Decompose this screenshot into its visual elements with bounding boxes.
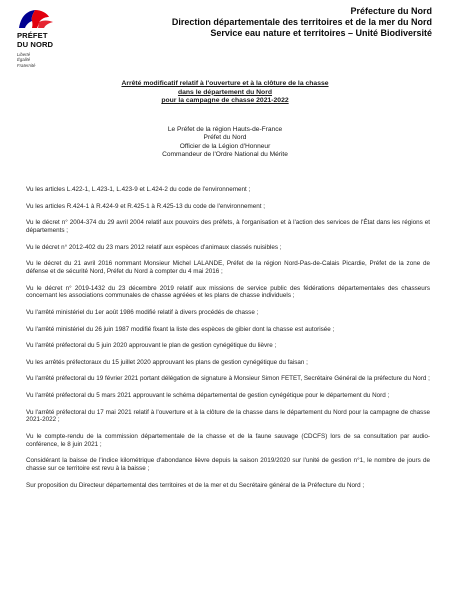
considerant-item: Vu les articles L.422-1, L.423-1, L.423-9 et L.424-2 du code de l'environnement ; — [26, 186, 251, 193]
considerant-item: Vu l'arrêté ministériel du 1er août 1986 modifié relatif à divers procédés de chasse ; — [26, 308, 259, 316]
considerant-item: Vu le décret n° 2012-402 du 23 mars 2012 relatif aux espèces d'animaux classés nuisibles ; — [26, 243, 282, 251]
authority-line-1: Le Préfet de la région Hauts-de-France — [167, 126, 283, 133]
considerant-item: Vu le décret n° 2004-374 du 29 avril 2004 relatif aux pouvoirs des préfets, à l'organisation et à l'action des services de l'État dans les régions et départements ; — [26, 219, 430, 234]
title-line-3: pour la campagne de chasse 2021-2022 — [161, 97, 289, 105]
title-line-1: Arrêté modificatif relatif à l'ouverture et à la clôture de la chasse — [121, 80, 329, 87]
considerant-item: Sur proposition du Directeur départemental des territoires et de la mer et du Secrétaire général de la Préfecture du Nord ; — [26, 481, 365, 489]
considerants-list — [26, 186, 430, 498]
brand-line-2: DU NORD — [17, 39, 54, 49]
authority-line-2: Préfet du Nord — [203, 134, 247, 142]
considerant-item: Vu l'arrêté ministériel du 26 juin 1987 modifié fixant la liste des espèces de gibier dont la chasse est autorisée ; — [26, 325, 335, 333]
considerant-item: Vu les arrêtés préfectoraux du 15 juillet 2020 approuvant les plans de gestion cynégétique du faisan ; — [26, 358, 308, 366]
header-line-1: Préfecture du Nord — [350, 6, 432, 16]
brand-line-1: PRÉFET — [17, 31, 48, 40]
prefet-du-nord-logo — [17, 8, 87, 68]
issuing-authority-header — [172, 6, 432, 39]
considerant-item: Vu l'arrêté préfectoral du 19 février 2021 portant délégation de signature à Monsieur Simon FETET, Secrétaire Général de la préfecture du Nord ; — [26, 375, 430, 383]
considerant-item: Vu l'arrêté préfectoral du 17 mai 2021 relatif à l'ouverture et à la clôture de la chasse dans le département du Nord pour la campagne de chasse 2021-2022 ; — [26, 408, 430, 424]
motto-line-2: Égalité — [17, 57, 31, 63]
decree-title — [40, 80, 410, 106]
title-line-2: dans le département du Nord — [177, 88, 273, 96]
considerant-item: Vu le décret n° 2019-1432 du 23 décembre 2019 relatif aux missions de service public des fédérations départementales des chasseurs concernant les associations communales de chasse agréées et les plans de chasse individuels ; — [26, 284, 430, 300]
motto-line-3: Fraternité — [17, 62, 36, 68]
considerant-item: Vu l'arrêté préfectoral du 5 juin 2020 approuvant le plan de gestion cynégétique du lièvre ; — [26, 342, 277, 350]
considerant-item: Vu les articles R.424-1 à R.424-9 et R.425-1 à R.425-13 du code de l'environnement ; — [26, 202, 265, 210]
authority-line-3: Officier de la Légion d'Honneur — [179, 142, 271, 150]
marianne-icon — [17, 8, 57, 30]
motto-line-1: Liberté — [17, 52, 31, 58]
header-line-3: Service eau nature et territoires – Unité Biodiversité — [210, 28, 432, 38]
header-line-2: Direction départementale des territoires et de la mer du Nord — [171, 17, 432, 27]
prefect-titles — [40, 126, 410, 160]
considerant-item: Vu le décret du 21 avril 2016 nommant Monsieur Michel LALANDE, Préfet de la région Nord-Pas-de-Calais Picardie, Préfet de la zone de défense et de sécurité Nord, Préfet du Nord à compter du 4 mai 2016 ; — [26, 260, 430, 275]
considerant-item: Vu le compte-rendu de la commission départementale de la chasse et de la faune sauvage (CDCFS) lors de sa consultation par audio-conférence, le 8 juin 2021 ; — [26, 432, 430, 448]
authority-line-4: Commandeur de l'Ordre National du Mérite — [162, 151, 288, 159]
considerant-item: Vu l'arrêté préfectoral du 5 mars 2021 approuvant le schéma départemental de gestion cynégétique pour le département du Nord ; — [26, 391, 390, 399]
considerant-item: Considérant la baisse de l'indice kilométrique d'abondance lièvre depuis la saison 2019/2020 sur l'unité de gestion n°1, le nombre de jours de chasse sur ce territoire est revu à la baisse ; — [26, 457, 430, 473]
